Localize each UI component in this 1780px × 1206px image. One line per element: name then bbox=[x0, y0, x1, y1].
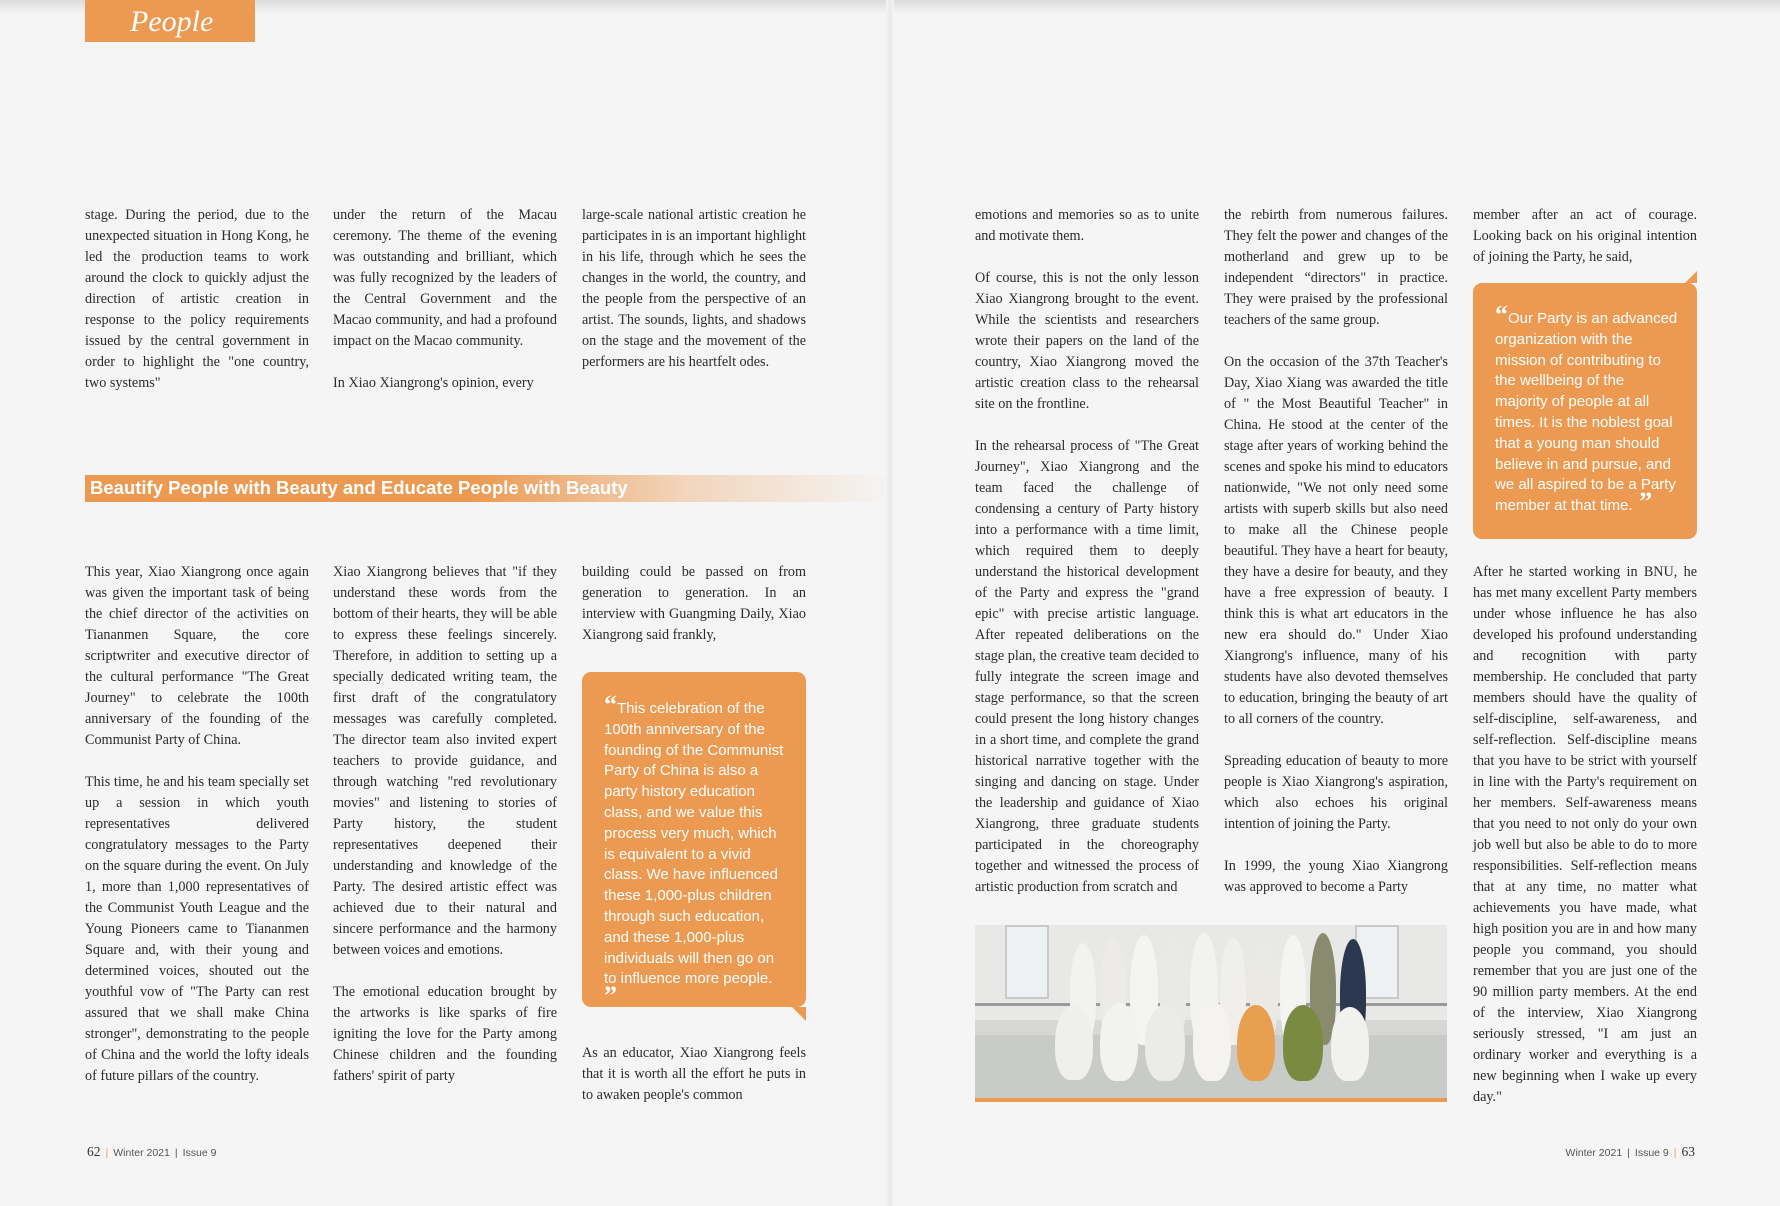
paragraph: This year, Xiao Xiangrong once again was given the important task of being the chief director of the activities on Tiananmen Square, the core scriptwriter and executive director of the cultural performance "The Great Journey" to celebrate the 100th anniversary of the founding of the Communist Party of China. bbox=[85, 564, 309, 748]
paragraph: Xiao Xiangrong believes that "if they understand these words from the bottom of their hearts, they will be able to express these feelings sincerely. Therefore, in addition to setting up a specially dedicated writing team, the first draft of the congratulatory messages was carefully completed. The director team also invited expert teachers to provide guidance, and through watching "red revolutionary movies" and listening to stories of Party history, the student representatives deepened their understanding and knowledge of the Party. The desired artistic effect was achieved due to their natural and sincere performance and the harmony between voices and emotions. bbox=[333, 564, 557, 958]
footer-right: Winter 2021 | Issue 9 | 63 bbox=[1565, 1144, 1695, 1159]
paragraph: stage. During the period, due to the unexpected situation in Hong Kong, he led the production teams to work around the clock to quickly adjust the direction of artistic creation in response to the policy requirements issued by the central government in order to highlight the "one country, two systems" bbox=[85, 207, 309, 391]
section-heading-bar bbox=[85, 475, 895, 502]
left-top-col-3 bbox=[582, 205, 806, 373]
close-quote-icon: ” bbox=[604, 981, 617, 1011]
paragraph: Spreading education of beauty to more people is Xiao Xiangrong's aspiration, which also echoes his original intention of joining the Party. bbox=[1224, 753, 1448, 832]
issue-season: Winter 2021 bbox=[1565, 1147, 1623, 1159]
page-number: 62 bbox=[87, 1144, 101, 1159]
paragraph: building could be passed on from generation to generation. In an interview with Guangming Daily, Xiao Xiangrong said frankly, bbox=[582, 564, 806, 643]
group-photo bbox=[975, 925, 1447, 1101]
right-col-3-bottom bbox=[1473, 562, 1697, 1108]
photo-accent-strip bbox=[975, 1098, 1447, 1102]
left-bottom-col-2 bbox=[333, 562, 557, 1087]
left-bottom-col-3b bbox=[582, 1043, 806, 1106]
right-col-3-top bbox=[1473, 205, 1697, 268]
paragraph: This time, he and his team specially set up a session in which youth representatives delivered congratulatory messages to the Party on the square during the event. On July 1, more than 1,000 representatives of the Communist Youth League and the Young Pioneers came to Tiananmen Square and, with their young and determined voices, shouted out the youthful vow of "The Party can rest assured that we shall make China stronger", demonstrating to the people of China and the world the lofty ideals of future pillars of the country. bbox=[85, 774, 309, 1084]
pull-quote-left bbox=[582, 672, 806, 1011]
paragraph: the rebirth from numerous failures. They felt the power and changes of the motherland and grew up to be independent “directors" in practice. They were praised by the professional teachers of the same group. bbox=[1224, 207, 1448, 328]
section-tab bbox=[85, 0, 255, 42]
section-heading: Beautify People with Beauty and Educate People with Beauty bbox=[90, 477, 628, 498]
pull-quote-text: Our Party is an advanced organization with the mission of contributing to the wellbeing of the majority of people at all times. It is the noblest goal that a young man should believe in and pursue, and we all aspired to be a Party member at that time. bbox=[1495, 310, 1678, 515]
left-bottom-col-1 bbox=[85, 562, 309, 1087]
quote-tail bbox=[792, 1007, 806, 1021]
right-col-1 bbox=[975, 205, 1199, 898]
paragraph: Of course, this is not the only lesson Xiao Xiangrong brought to the event. While the scientists and researchers wrote their papers on the land of the country, Xiao Xiangrong moved the artistic creation class to the rehearsal site on the frontline. bbox=[975, 270, 1199, 412]
section-label: People bbox=[130, 5, 214, 38]
paragraph: On the occasion of the 37th Teacher's Day, Xiao Xiang was awarded the title of " the Most Beautiful Teacher" in China. He stood at the center of the stage after years of working behind the scenes and spoke his mind to educators nationwide, "We not only need some artists with superb skills but also need to make all the Chinese people beautiful. They have a heart for beauty, they have a desire for beauty, and they have a free expression of beauty. I think this is what art educators in the new era should do." Under Xiao Xiangrong's influence, many of his students have also devoted themselves to education, bringing the beauty of art to all corners of the country. bbox=[1224, 354, 1448, 727]
issue-number: Issue 9 bbox=[1634, 1147, 1669, 1159]
footer-left: 62 | Winter 2021 | Issue 9 bbox=[87, 1144, 217, 1159]
paragraph: As an educator, Xiao Xiangrong feels that it is worth all the effort he puts in to awaken people's common bbox=[582, 1045, 806, 1103]
close-quote-icon: ” bbox=[1632, 487, 1653, 517]
paragraph: large-scale national artistic creation he participates in is an important highlight in his life, through which he sees the changes in the world, the country, and the people from the perspective of an artist. The sounds, lights, and shadows on the stage and the movement of the performers are his heartfelt odes. bbox=[582, 207, 806, 370]
left-bottom-col-3a bbox=[582, 562, 806, 646]
paragraph: After he started working in BNU, he has met many excellent Party members under whose influence he has also developed his profound understanding and recognition with party membership. He concluded that party members should have the quality of self-discipline, self-awareness, and self-reflection. Self-discipline means that you have to be strict with yourself in line with the Party's requirement on her members. Self-awareness means that you need to not only do your own job well but also be able to do to more responsibilities. Self-reflection means that at any time, no matter what achievements you have made, what high position you are in and how many people you command, you should remember that you are just one of the 90 million party members. At the end of the interview, Xiao Xiangrong seriously stressed, "I am just an ordinary worker and everything is a new beginning when I wake up every day." bbox=[1473, 564, 1697, 1105]
page-number: 63 bbox=[1681, 1144, 1695, 1159]
open-quote-icon: “ bbox=[1495, 300, 1508, 329]
paragraph: In Xiao Xiangrong's opinion, every bbox=[333, 375, 534, 391]
quote-tail bbox=[1685, 271, 1697, 283]
paragraph: emotions and memories so as to unite and motivate them. bbox=[975, 207, 1199, 244]
pull-quote-text: This celebration of the 100th anniversary of the founding of the Communist Party of China is also a party history education class, and we value this process very much, which is equivalent to a vivid class. We have influenced these 1,000-plus children through such education, and these 1,000-plus individuals will then go on to influence more people. bbox=[604, 700, 784, 988]
left-top-col-1 bbox=[85, 205, 309, 394]
issue-season: Winter 2021 bbox=[113, 1147, 170, 1159]
issue-number: Issue 9 bbox=[182, 1147, 217, 1159]
paragraph: member after an act of courage. Looking back on his original intention of joining the Party, he said, bbox=[1473, 207, 1697, 265]
open-quote-icon: “ bbox=[604, 690, 617, 719]
paragraph: under the return of the Macau ceremony. The theme of the evening was outstanding and brilliant, which was fully recognized by the leaders of the Central Government and the Macao community, and had a profound impact on the Macao community. bbox=[333, 207, 557, 349]
left-top-col-2 bbox=[333, 205, 557, 394]
paragraph: The emotional education brought by the artworks is like sparks of fire igniting the love for the Party among Chinese children and the founding fathers' spirit of party bbox=[333, 984, 557, 1084]
paragraph: In the rehearsal process of "The Great Journey", Xiao Xiangrong and the team faced the challenge of condensing a century of Party history into a performance with a time limit, which required them to deeply understand the historical development of the Party and express the "grand epic" with precise artistic language. After repeated deliberations on the stage plan, the creative team decided to fully integrate the screen image and stage performance, so that the screen could present the long history changes in a short time, and complete the grand historical narrative together with the singing and dancing on stage. Under the leadership and guidance of Xiao Xiangrong, three graduate students participated in the choreography together and witnessed the process of artistic production from scratch and bbox=[975, 438, 1199, 895]
right-col-2 bbox=[1224, 205, 1448, 898]
spread-spine bbox=[886, 0, 894, 1206]
paragraph: In 1999, the young Xiao Xiangrong was approved to become a Party bbox=[1224, 858, 1448, 895]
pull-quote-right bbox=[1473, 283, 1697, 539]
